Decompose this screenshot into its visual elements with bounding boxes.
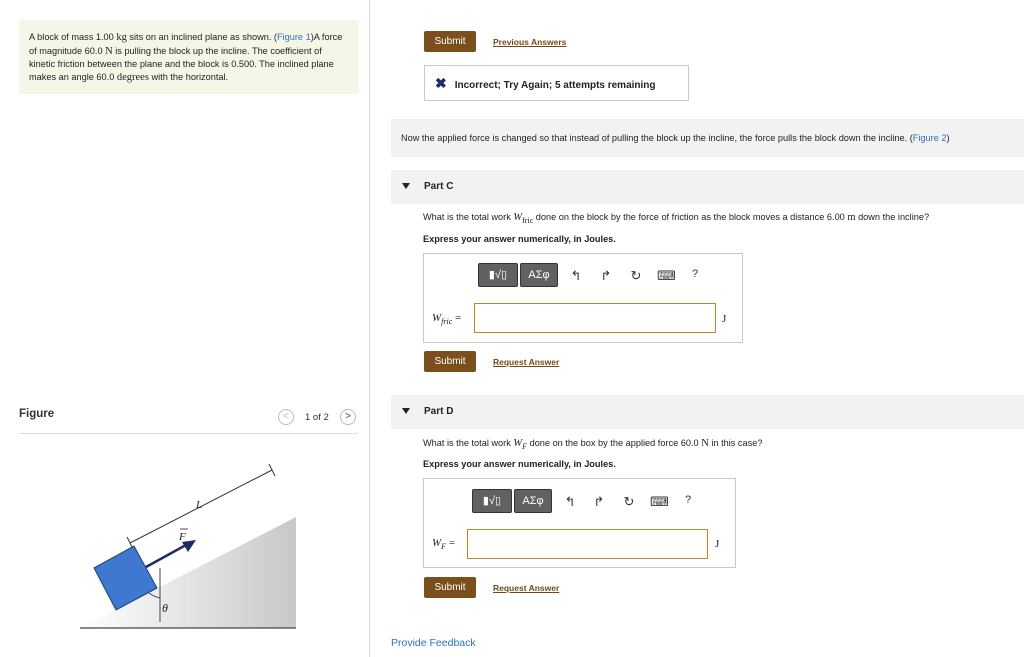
templates-button[interactable]: ▮√▯ — [472, 489, 512, 513]
part-c-question: What is the total work $W_{fric}$ done on the block by the force of friction as the block moves a distance 6.00 m down the incline? — [423, 212, 930, 225]
part-d-instruction: Express your answer numerically, in Joules. — [423, 459, 616, 469]
force-label: F — [179, 531, 186, 543]
wf-label: $W_F$ = — [432, 537, 456, 552]
reset-icon[interactable]: ↻ — [623, 494, 635, 509]
force-vector — [146, 545, 186, 567]
part-c-request-answer-link[interactable]: Request Answer — [493, 357, 560, 367]
keyboard-icon[interactable]: ⌨ — [650, 494, 669, 509]
collapse-caret-icon[interactable] — [402, 408, 410, 414]
part-d-unit: J — [715, 538, 720, 550]
reset-icon[interactable]: ↻ — [630, 268, 642, 283]
figure-prev-button[interactable]: < — [278, 409, 294, 425]
wf-input[interactable] — [467, 529, 708, 559]
help-icon[interactable]: ? — [684, 494, 692, 506]
keyboard-icon[interactable]: ⌨ — [657, 268, 676, 283]
incorrect-x-icon: ✖ — [435, 75, 447, 91]
redo-icon[interactable]: ↱ — [593, 494, 605, 509]
length-label: L — [196, 499, 203, 511]
part-c-title: Part C — [424, 181, 454, 192]
instruction-banner: Now the applied force is changed so that instead of pulling the block up the incline, the force pulls the block down the incline. (Figure 2) — [391, 119, 1024, 157]
templates-button[interactable]: ▮√▯ — [478, 263, 518, 287]
feedback-text: Incorrect; Try Again; 5 attempts remaining — [454, 80, 656, 91]
previous-answers-link[interactable]: Previous Answers — [493, 37, 567, 47]
figure-page-count: 1 of 2 — [305, 412, 329, 423]
previous-submit-button[interactable]: Submit — [424, 31, 476, 52]
undo-icon[interactable]: ↰ — [570, 268, 582, 283]
dimension-tick-end — [269, 464, 275, 476]
collapse-caret-icon[interactable] — [402, 183, 410, 189]
undo-icon[interactable]: ↰ — [564, 494, 576, 509]
figure-2-link[interactable]: Figure 2 — [912, 133, 947, 143]
part-c-unit: J — [722, 313, 727, 325]
part-d-header[interactable] — [391, 395, 1024, 429]
problem-statement: A block of mass 1.00 kg sits on an inclined plane as shown. (Figure 1)A force of magnitude 60.0 N is pulling the block up the incline. The coefficient of kinetic friction between the plane and the block is 0.500. The inclined plane makes an angle 60.0 degrees with the horizontal. — [19, 20, 359, 94]
incline-figure — [60, 450, 320, 640]
greek-symbols-button[interactable]: ΑΣφ — [514, 489, 552, 513]
figure-1-link[interactable]: Figure 1 — [276, 32, 311, 42]
greek-symbols-button[interactable]: ΑΣφ — [520, 263, 558, 287]
part-c-submit-button[interactable]: Submit — [424, 351, 476, 372]
figure-heading: Figure — [19, 408, 55, 420]
part-d-question: What is the total work $W_F$ done on the box by the applied force 60.0 N in this case? — [423, 438, 763, 451]
help-icon[interactable]: ? — [691, 268, 699, 280]
part-d-submit-button[interactable]: Submit — [424, 577, 476, 598]
angle-label: θ — [162, 601, 168, 615]
provide-feedback-link[interactable]: Provide Feedback — [391, 637, 476, 649]
redo-icon[interactable]: ↱ — [600, 268, 612, 283]
part-c-instruction: Express your answer numerically, in Joules. — [423, 234, 616, 244]
column-divider — [369, 0, 370, 657]
wfric-input[interactable] — [474, 303, 716, 333]
figure-next-button[interactable]: > — [340, 409, 356, 425]
part-d-title: Part D — [424, 406, 454, 417]
part-c-header[interactable] — [391, 170, 1024, 204]
figure-rule — [19, 433, 358, 434]
part-d-request-answer-link[interactable]: Request Answer — [493, 583, 560, 593]
wfric-label: $W_{fric}$ = — [432, 312, 462, 327]
feedback-incorrect — [424, 65, 689, 101]
